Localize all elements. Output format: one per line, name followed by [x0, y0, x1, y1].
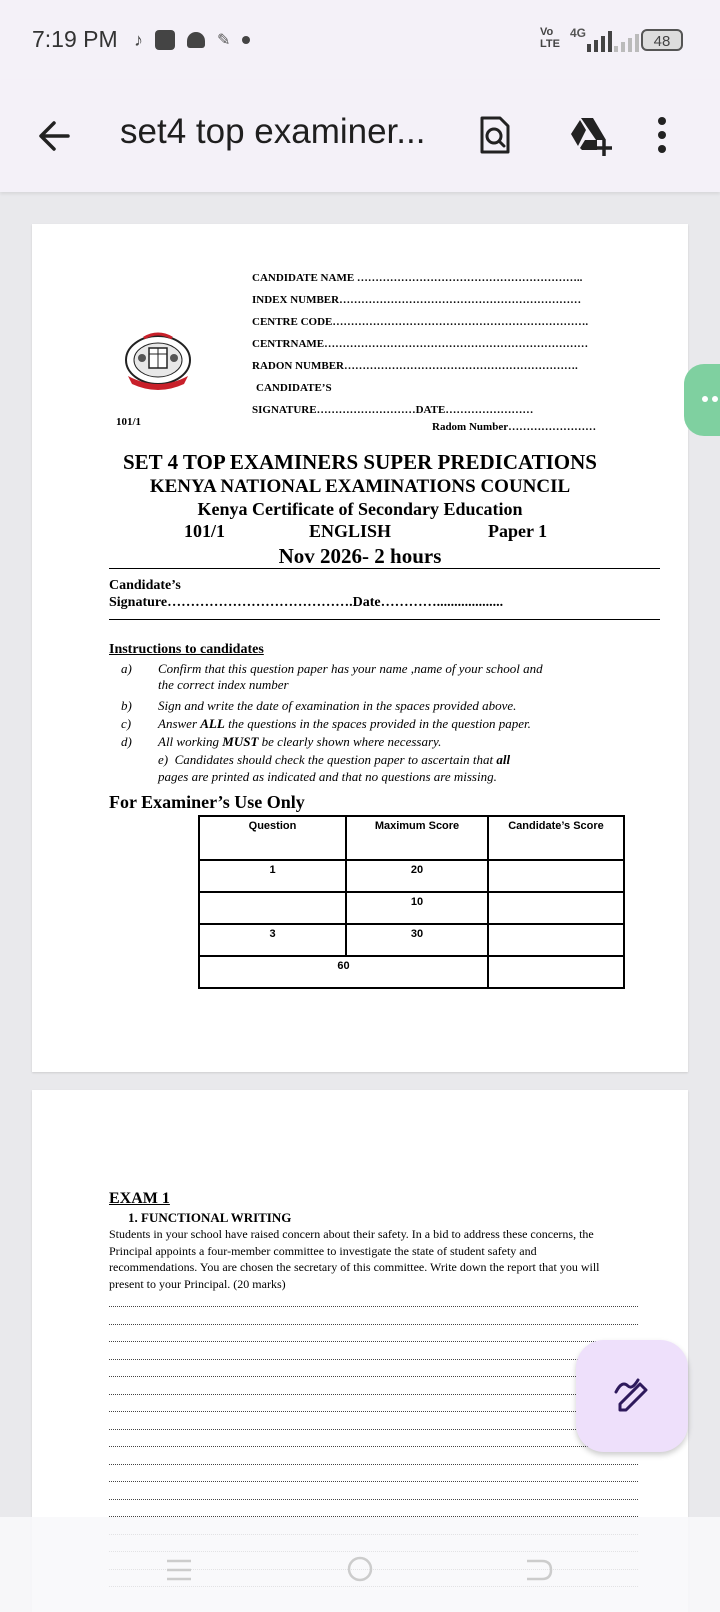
back-nav-icon[interactable]: [524, 1557, 554, 1583]
document-page-1: [32, 224, 688, 1072]
candidate-name-field: CANDIDATE NAME ……………………………………………………..: [252, 272, 583, 284]
app-bar: [0, 80, 720, 192]
answer-line: [109, 1324, 638, 1325]
tiktok-icon: ♪: [134, 29, 143, 50]
instruction-text: pages are printed as indicated and that no questions are missing.: [158, 769, 497, 784]
paper-code: 101/1: [116, 416, 142, 428]
android-icon: [187, 32, 205, 48]
more-options-icon[interactable]: [652, 112, 672, 158]
instruction-label: c): [121, 716, 132, 731]
instruction-text: e) Candidates should check the question paper to ascertain that all: [158, 752, 511, 767]
council-heading: KENYA NATIONAL EXAMINATIONS COUNCIL: [149, 476, 571, 497]
exam-set-heading: SET 4 TOP EXAMINERS SUPER PREDICATIONS: [123, 450, 597, 474]
table-cell: 30: [346, 924, 488, 956]
centre-name-field: CENTRNAME………………………………………………………………: [252, 338, 589, 350]
instruction-text: Confirm that this question paper has your name ,name of your school and: [158, 661, 543, 676]
instruction-text: the correct index number: [158, 677, 289, 692]
answer-line: [109, 1359, 638, 1360]
candidates-label: CANDIDATE’S: [256, 382, 332, 394]
exam-date-duration: Nov 2026- 2 hours: [278, 544, 442, 568]
table-row: [199, 860, 624, 892]
side-handle-dots-icon: [702, 396, 708, 402]
volte-indicator: Vo LTE: [540, 26, 560, 50]
signal-strength-2-icon: [614, 30, 639, 52]
candidate-signature-line: Signature………………………………….Date…………...................: [109, 595, 504, 610]
certificate-heading: Kenya Certificate of Secondary Education: [197, 499, 523, 519]
answer-line: [109, 1376, 638, 1377]
search-in-document-icon[interactable]: [472, 112, 518, 158]
answer-line: [109, 1429, 638, 1430]
notification-icons: [134, 29, 250, 51]
answer-line: [109, 1306, 638, 1307]
table-row: [199, 924, 624, 956]
more-notifications-dot-icon: [242, 36, 250, 44]
battery-indicator: 48: [641, 29, 683, 51]
system-navigation-bar: [0, 1517, 720, 1612]
answer-line: [109, 1394, 638, 1395]
signature-date-field: SIGNATURE………………………DATE……………………: [252, 404, 534, 416]
subject-code: 101/1: [184, 521, 226, 541]
answer-line: [109, 1446, 638, 1447]
exam-title: EXAM 1: [109, 1190, 170, 1207]
examiner-use-title: For Examiner’s Use Only: [109, 792, 305, 812]
status-bar: [0, 0, 720, 80]
table-cell: 20: [346, 860, 488, 892]
side-panel-handle[interactable]: [684, 364, 720, 436]
instruction-text: Sign and write the date of examination in the spaces provided above.: [158, 698, 517, 713]
add-to-drive-icon[interactable]: [566, 112, 612, 158]
instructions-title: Instructions to candidates: [109, 642, 264, 657]
table-header: Maximum Score: [346, 816, 488, 860]
home-icon[interactable]: [346, 1555, 374, 1583]
candidate-signature-label: Candidate’s: [109, 578, 181, 593]
edit-pen-icon: [612, 1376, 652, 1416]
answer-line: [109, 1411, 638, 1412]
knec-logo: [122, 332, 194, 394]
index-number-field: INDEX NUMBER…………………………………………………………: [252, 294, 582, 306]
table-cell: 3: [199, 924, 346, 956]
signal-strength-icon: [587, 30, 612, 52]
instruction-label: b): [121, 698, 132, 713]
annotate-fab-button[interactable]: [576, 1340, 688, 1452]
table-cell: [199, 892, 346, 924]
instruction-text: All working MUST be clearly shown where necessary.: [158, 734, 442, 749]
table-total: 60: [199, 956, 488, 988]
table-cell: 1: [199, 860, 346, 892]
answer-line: [109, 1481, 638, 1482]
side-handle-dots-icon: [712, 396, 718, 402]
table-row: [199, 892, 624, 924]
instruction-label: d): [121, 734, 132, 749]
answer-line: [109, 1464, 638, 1465]
document-title: set4 top examiner...: [120, 112, 426, 151]
table-total-row: [199, 956, 624, 988]
pen-notification-icon: ✎: [217, 32, 231, 49]
subject-name: ENGLISH: [309, 521, 392, 541]
radom-number-field: Radom Number……………………: [432, 421, 597, 433]
recent-apps-icon[interactable]: [164, 1557, 194, 1583]
table-cell: 10: [346, 892, 488, 924]
radon-number-field: RADON NUMBER……………………………………………………….: [252, 360, 578, 372]
table-header: Candidate’s Score: [488, 816, 624, 860]
app-notification-icon: [155, 30, 175, 50]
paper-number: Paper 1: [488, 521, 548, 541]
network-type: 4G: [570, 26, 587, 40]
section-heading: 1. FUNCTIONAL WRITING: [128, 1210, 292, 1225]
answer-line: [109, 1499, 638, 1500]
instruction-label: a): [121, 661, 132, 676]
centre-code-field: CENTRE CODE…………………………………………………………….: [252, 316, 589, 328]
table-cell: [488, 892, 624, 924]
divider: [109, 568, 660, 569]
divider: [109, 619, 660, 620]
back-arrow-icon[interactable]: [34, 116, 74, 156]
question-paragraph: Students in your school have raised concern about their safety. In a bid to address these concerns, the Principal appoints a four-member committee to investigate the state of student safety and recommendations. You are chosen the secretary of this committee. Write down the report that you will present to your Principal. (20 marks): [109, 1227, 600, 1291]
table-cell: [488, 924, 624, 956]
status-time: 7:19 PM: [32, 26, 118, 52]
table-cell: [488, 956, 624, 988]
table-cell: [488, 860, 624, 892]
table-header: Question: [199, 816, 346, 860]
score-table: [198, 815, 625, 989]
instruction-text: Answer ALL the questions in the spaces provided in the question paper.: [158, 716, 531, 731]
answer-line: [109, 1341, 638, 1342]
